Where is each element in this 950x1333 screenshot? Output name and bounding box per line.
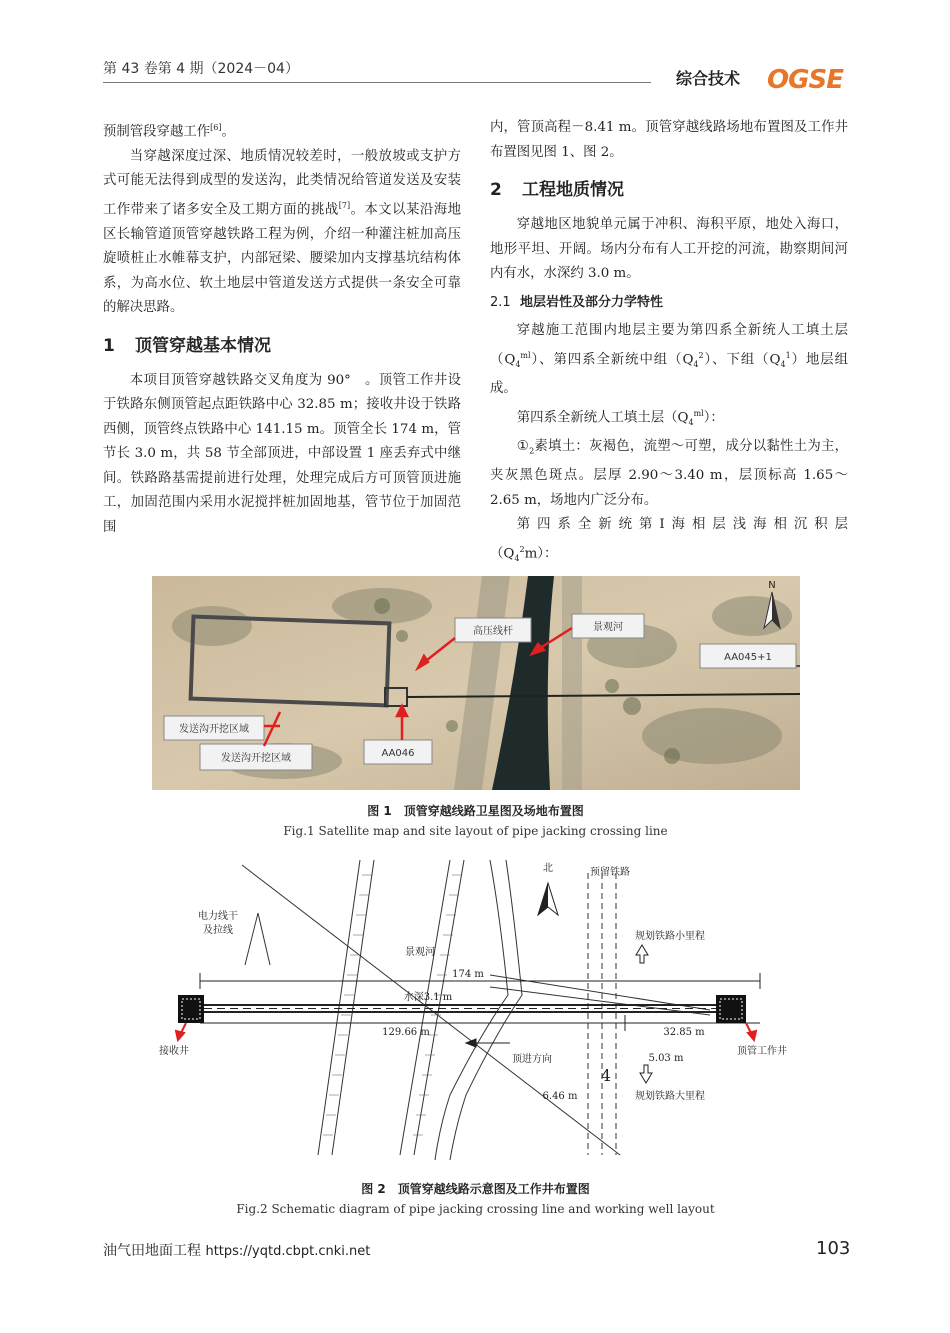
footer-journal: 油气田地面工程 https://yqtd.cbpt.cnki.net — [103, 1243, 371, 1259]
label-hv-pole: 高压线杆 — [473, 626, 513, 637]
subsection-heading-2-1: 2.1 地层岩性及部分力学特性 — [490, 294, 664, 310]
label-aa0451: AA045+1 — [724, 652, 772, 663]
paragraph-2: 当穿越深度过深、地质情况较差时，一般放坡或支护方式可能无法得到成型的发送沟，此类情况给管道发送及安装工作带来了诸多安全及工期方面的挑战[7]。本文以某沿海地区长输管道顶管穿越铁路工程为例，介绍一种灌注桩加高压旋喷桩止水帷幕支护，内部冠梁、腰梁加内支撑基坑结构体系，为高水位、软土地层中管道发送方式提供一条安全可靠的解决思路。 — [103, 148, 462, 316]
label-jack-well: 顶管工作井 — [737, 1046, 787, 1057]
paragraph-4: 内，管顶高程－8.41 m。顶管穿越线路场地布置图及工作井布置图见图 1、图 2。 — [490, 120, 848, 160]
left-column — [103, 116, 461, 540]
ref-7: [7] — [338, 200, 351, 210]
label-aa046: AA046 — [381, 748, 415, 759]
label-trench-2: 发送沟开挖区域 — [221, 753, 291, 764]
header-rule — [103, 82, 651, 83]
label-river: 景观河 — [405, 947, 435, 958]
figure-2-schematic — [150, 855, 800, 1165]
ref-6: [6] — [210, 123, 222, 132]
north-label: N — [768, 580, 776, 591]
label-power: 电力线干 — [198, 911, 238, 922]
issue-info: 第 43 卷第 4 期（2024－04） — [103, 61, 299, 77]
figure-2-caption-en: Fig.2 Schematic diagram of pipe jacking crossing line and working well layout — [236, 1202, 715, 1216]
right-column — [490, 116, 848, 572]
label-large-mileage: 规划铁路大里程 — [635, 1091, 705, 1102]
label-d646: 6.46 m — [542, 1091, 578, 1102]
jack-well-icon — [716, 995, 746, 1023]
label-power-2: 及拉线 — [203, 925, 233, 936]
paragraph-9: 第 四 系 全 新 统 第 Ⅰ 海 相 层 浅 海 相 沉 积 层$(Q_4^2m)$： — [490, 517, 848, 564]
north-arrow-icon — [538, 883, 558, 915]
figure-1-caption-en: Fig.1 Satellite map and site layout of pipe jacking crossing line — [283, 824, 668, 838]
section-heading-1: 1 顶管穿越基本情况 — [103, 335, 271, 356]
figure-1-caption-zh: 图 1 顶管穿越线路卫星图及场地布置图 — [367, 804, 584, 818]
label-len-12966: 129.66 m — [382, 1027, 430, 1038]
section-heading-2: 2 工程地质情况 — [490, 180, 624, 200]
paragraph-5: 穿越地区地貌单元属于冲积、海积平原，地处入海口，地形平坦、开阔。场内分布有人工开挖的河流，勘察期间河内有水，水深约 3.0 m。 — [490, 217, 848, 281]
paragraph-6: 穿越施工范围内地层主要为第四系全新统人工填土层$(Q_4^{ml})$、第四系全新统中组$(Q_4^2)$、下组$(Q_4^1)$地层组成。 — [490, 323, 848, 397]
figure-2-caption-zh: 图 2 顶管穿越线路示意图及工作井布置图 — [361, 1182, 590, 1196]
label-small-mileage: 规划铁路小里程 — [635, 931, 705, 942]
label-len-3285: 32.85 m — [663, 1027, 705, 1038]
label-d503: 5.03 m — [648, 1053, 684, 1064]
paragraph-8: $①_2$素填土：灰褐色，流塑～可塑，成分以黏性土为主，夹灰黑色斑点。层厚 2.90～3.40 m，层顶标高 1.65～2.65 m，场地内广泛分布。 — [490, 439, 848, 508]
label-north: 北 — [543, 863, 553, 874]
label-river: 景观河 — [593, 622, 623, 633]
paragraph-7: 第四系全新统人工填土层$(Q_4^{ml})$： — [516, 408, 724, 427]
logo-text: OGSE — [767, 65, 843, 94]
paragraph-3: 本项目顶管穿越铁路交叉角度为 90° 。顶管工作井设于铁路东侧顶管起点距铁路中心 32.85 m；接收井设于铁路西侧，顶管终点铁路中心 141.15 m。顶管全长 174 m，管节长 3.0 m，共 58 节全部顶进，中部设置 1 座丢弃式中继间。铁路路基需提前进行处理，处理完成后方可顶管顶进施工，加固范围内采用水泥搅拌桩加固地基，管节位于加固范围 — [103, 372, 461, 535]
figure-1-satellite-map — [152, 576, 800, 790]
label-direction: 顶进方向 — [512, 1054, 552, 1065]
label-trench-1: 发送沟开挖区域 — [179, 724, 249, 735]
label-mark-4: 4 — [600, 1066, 612, 1085]
section-title: 综合技术 — [676, 69, 741, 88]
footer-url[interactable]: https://yqtd.cbpt.cnki.net — [205, 1244, 371, 1259]
label-reserved-rail: 预留铁路 — [590, 867, 630, 878]
label-water-depth: 水深3.1 m — [403, 992, 453, 1003]
journal-logo — [762, 64, 848, 94]
label-len-174: 174 m — [452, 969, 484, 980]
page-number: 103 — [816, 1238, 851, 1259]
label-receive: 接收井 — [159, 1046, 189, 1057]
receive-well-icon — [178, 995, 204, 1023]
paragraph-1: 预制管段穿越工作[6]。 — [103, 123, 235, 140]
